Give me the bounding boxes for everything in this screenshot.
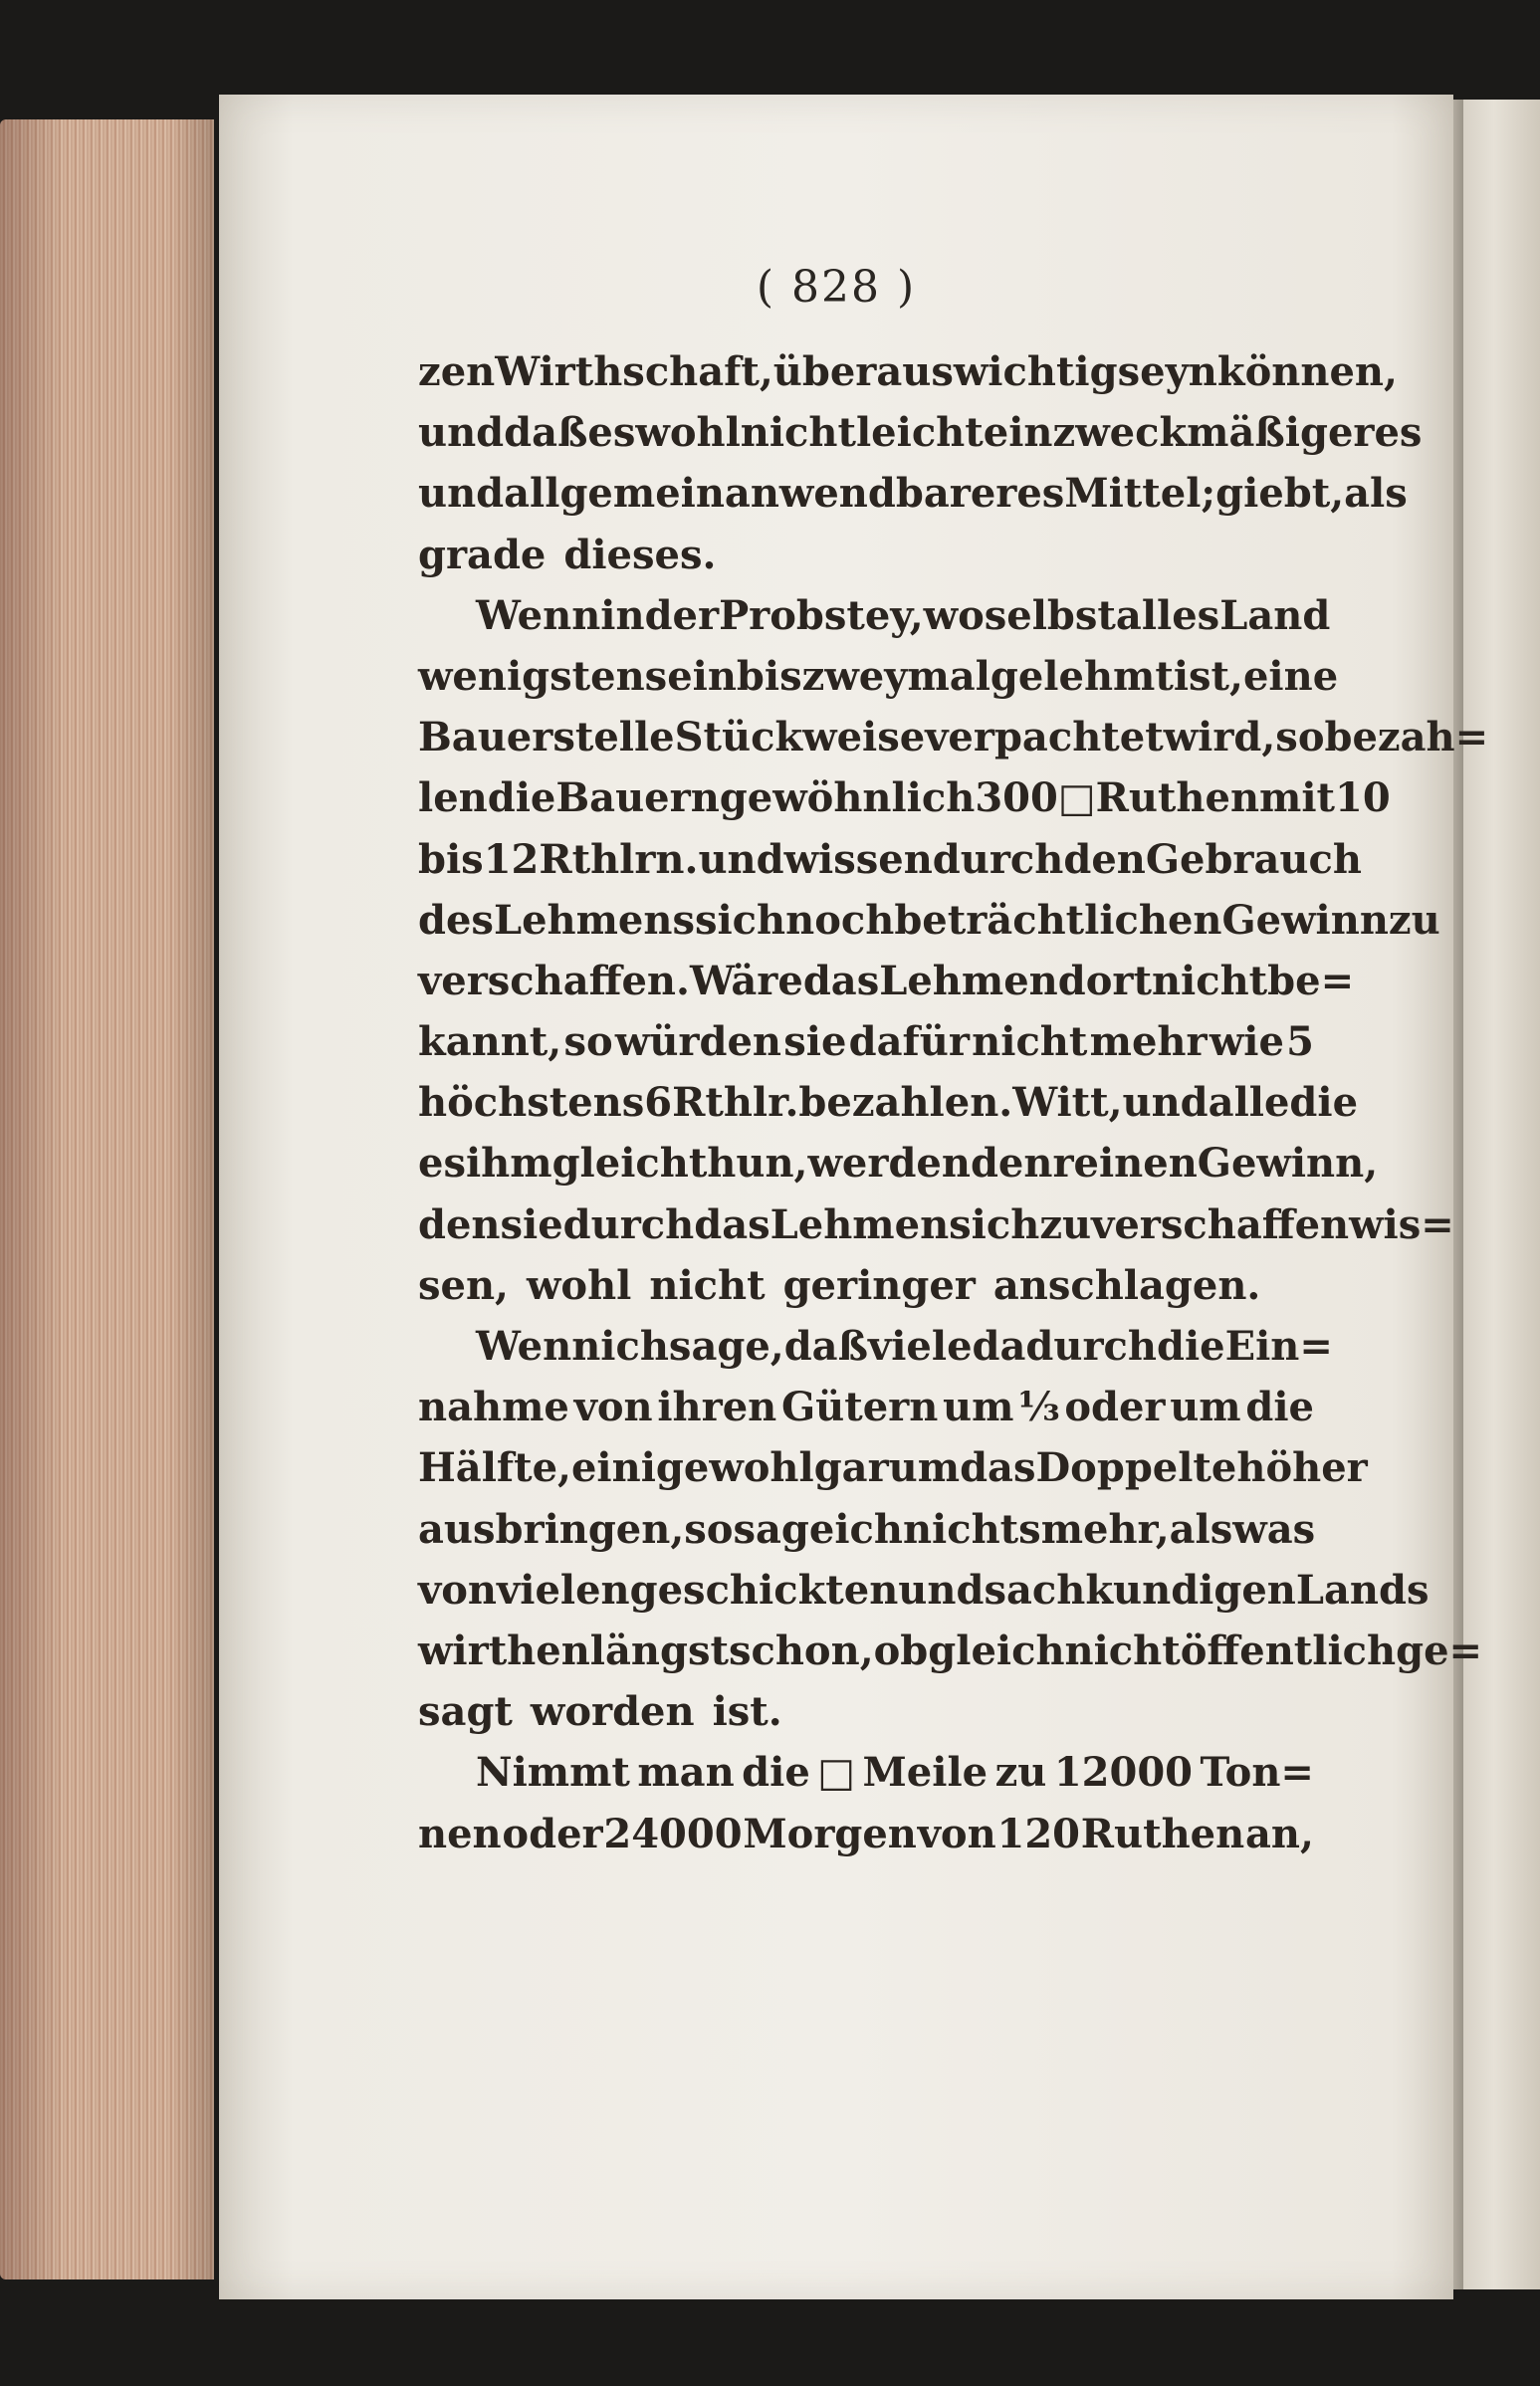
text-line: bis 12 Rthlrn. und wissen durch den Gebrauch [418, 835, 1362, 883]
text-line: wirthen längst schon, obgleich nicht öffentlich ge= [418, 1627, 1483, 1674]
text-line: es ihm gleich thun, werden den reinen Gewinn, [418, 1140, 1379, 1188]
text-line: Hälfte, einige wohl gar um das Doppelte höher [418, 1444, 1368, 1492]
text-line: verschaffen. Wäre das Lehmen dort nicht be= [418, 957, 1355, 1004]
text-line: und allgemein anwendbareres Mittel; giebt, als [418, 470, 1408, 518]
text-line: Nimmt man die □ Meile zu 12000 Ton= [476, 1749, 1314, 1797]
page-number: ( 828 ) [756, 262, 917, 313]
text-line: Wenn in der Probstey, woselbst alles Land [476, 591, 1331, 639]
text-line: Bauerstelle Stückweise verpachtet wird, so bezah= [418, 714, 1489, 761]
text-line: grade dieses. [418, 531, 717, 578]
text-line: Wenn ich sage, daß viele dadurch die Ein= [476, 1323, 1333, 1370]
text-line: sen, wohl nicht geringer anschlagen. [418, 1261, 1261, 1309]
text-line: wenigstens ein bis zweymal gelehmt ist, eine [418, 652, 1339, 700]
text-line: zen Wirthschaft, überaus wichtig seyn können, [418, 348, 1398, 395]
page-edge-shading [0, 119, 214, 2279]
text-line: den sie durch das Lehmen sich zu verschaffen wis= [418, 1200, 1454, 1248]
text-line: und daß es wohl nicht leicht ein zweckmäßigeres [418, 409, 1423, 457]
text-line: len die Bauern gewöhnlich 300 □ Ruthen mit 10 [418, 774, 1391, 822]
book-page [219, 95, 1489, 2299]
text-line: nahme von ihren Gütern um ⅓ oder um die [418, 1384, 1314, 1431]
text-line: sagt worden ist. [418, 1688, 782, 1736]
text-line: ausbringen, so sage ich nichts mehr, als was [418, 1505, 1316, 1553]
text-line: kannt, so würden sie dafür nicht mehr wie 5 [418, 1018, 1314, 1066]
text-line: von vielen geschickten und sachkundigen Lands [418, 1566, 1430, 1614]
text-line: höchstens 6 Rthlr. bezahlen. Witt, und alle die [418, 1079, 1359, 1127]
text-line: nen oder 24000 Morgen von 120 Ruthen an, [418, 1810, 1314, 1857]
body-text [418, 341, 1513, 1864]
text-line: des Lehmens sich noch beträchtlichen Gewinn zu [418, 896, 1440, 944]
